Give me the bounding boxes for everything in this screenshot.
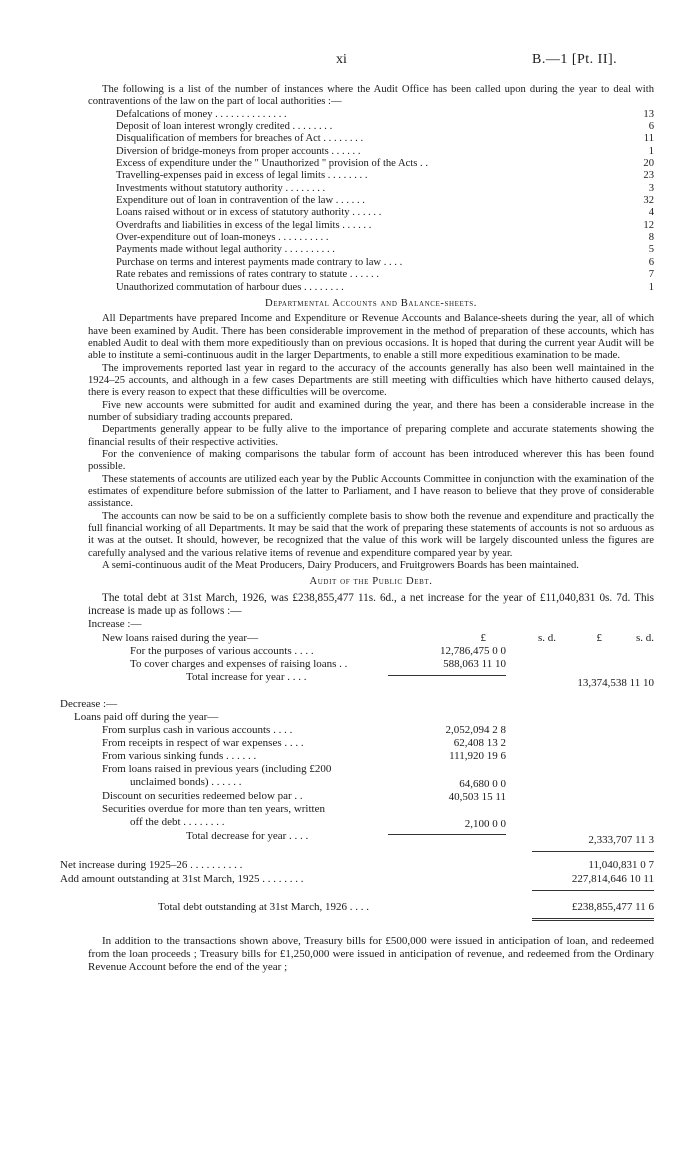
- decrease-heading: Decrease :—: [60, 697, 118, 710]
- decrease-item-label: unclaimed bonds) . . . . . .: [130, 775, 242, 788]
- body-paragraph: All Departments have prepared Income and Expenditure or Revenue Accounts and Balance-sheets during the year, all of which have been examined by Audit. There has been considerable improvement in the method of preparation of these accounts, which has enabled Audit to deal with them more expeditiously than on previous occasions. It is hoped that during the current year Audit will be able to institute a semi-continuous audit in the larger Departments, to enable a still more expeditious examination to be made.: [88, 313, 654, 362]
- double-rule: [532, 918, 654, 921]
- debt-statement: [60, 617, 654, 935]
- body-paragraph: The improvements reported last year in regard to the accuracy of the accounts generally has also been well maintained in the 1924–25 accounts, and although in a few cases Departments are still meeting with difficulties which have hitherto caused delays, there is every reason to expect that these difficulties will be overcome.: [88, 362, 654, 399]
- list-item: Purchase on terms and interest payments made contrary to law . . . . 6: [116, 256, 654, 268]
- main-column: [60, 84, 654, 974]
- closing-paragraph: In addition to the transactions shown above, Treasury bills for £500,000 were issued in anticipation of loan, and redeemed from the loan proceeds ; Treasury bills for £1,250,000 were issued in anticipation of revenue, and redeemed from the Ordinary Revenue Account before the end of the year ;: [88, 934, 654, 973]
- body-paragraph: A semi-continuous audit of the Meat Producers, Dairy Producers, and Fruitgrowers Boards has been maintained.: [102, 560, 579, 572]
- increase-item-label: To cover charges and expenses of raising loans . .: [130, 657, 348, 670]
- body-paragraph: These statements of accounts are utilized each year by the Public Accounts Committee in conjunction with the examination of the estimates of expenditure before submission of the latter to Parliament, and I have reason to believe that they prove of considerable assistance.: [88, 473, 654, 510]
- list-item: Overdrafts and liabilities in excess of the legal limits . . . . . . 12: [116, 219, 654, 231]
- list-item: Disqualification of members for breaches of Act . . . . . . . . 11: [116, 133, 654, 145]
- body-paragraph: Five new accounts were submitted for audit and examined during the year, and there has been a considerable increase in the number of subsidiary trading accounts prepared.: [88, 399, 654, 423]
- column-header-sd: s. d.: [635, 631, 654, 644]
- decrease-item-label: From surplus cash in various accounts . . . .: [102, 723, 293, 736]
- add-outstanding-value: 227,814,646 10 11: [571, 872, 654, 885]
- decrease-item-label: From receipts in respect of war expenses . . . .: [102, 736, 304, 749]
- decrease-item-value: 2,100 0 0: [464, 817, 506, 830]
- document-reference: B.—1 [Pt. II].: [532, 52, 618, 67]
- increase-heading: Increase :—: [88, 617, 142, 630]
- decrease-total-value: 2,333,707 11 3: [588, 833, 654, 846]
- list-item: Investments without statutory authority . . . . . . . . 3: [116, 182, 654, 194]
- decrease-total-label: Total decrease for year . . . .: [186, 829, 309, 842]
- column-header-pounds: £: [480, 631, 486, 644]
- list-item: Diversion of bridge-moneys from proper accounts . . . . . . 1: [116, 145, 654, 157]
- column-header-pounds: £: [596, 631, 602, 644]
- increase-total-value: 13,374,538 11 10: [577, 676, 654, 689]
- column-header-sd: s. d.: [537, 631, 556, 644]
- decrease-item-value: 40,503 15 11: [448, 790, 506, 803]
- decrease-item-value: 2,052,094 2 8: [445, 723, 506, 736]
- list-item: Over-expenditure out of loan-moneys . . . . . . . . . . 8: [116, 232, 654, 244]
- increase-item-label: For the purposes of various accounts . . . .: [130, 644, 314, 657]
- contraventions-list: [116, 109, 654, 294]
- intro-paragraph: The following is a list of the number of instances where the Audit Office has been called upon during the year to deal with contraventions of the law on the part of local authorities :—: [88, 84, 654, 108]
- add-outstanding-label: Add amount outstanding at 31st March, 1925 . . . . . . . .: [60, 872, 304, 885]
- list-item: Expenditure out of loan in contravention of the law . . . . . . 32: [116, 195, 654, 207]
- debt-intro-paragraph: The total debt at 31st March, 1926, was £238,855,477 11s. 6d., a net increase for the year of £11,040,831 0s. 7d. This increase is made up as follows :—: [88, 591, 654, 617]
- decrease-item-label: off the debt . . . . . . . .: [130, 815, 225, 828]
- increase-item-value: 588,063 11 10: [443, 657, 506, 670]
- decrease-item-label: Discount on securities redeemed below par . .: [102, 789, 303, 802]
- subtotal-rule: [388, 834, 506, 835]
- list-item: Unauthorized commutation of harbour dues . . . . . . . . 1: [116, 281, 654, 293]
- list-item: Loans raised without or in excess of statutory authority . . . . . . 4: [116, 207, 654, 219]
- body-paragraph: Departments generally appear to be fully alive to the importance of preparing complete and accurate statements showing the financial results of their respective activities.: [88, 424, 654, 448]
- section-heading-public-debt: Audit of the Public Debt.: [309, 576, 433, 588]
- list-item: Payments made without legal authority . . . . . . . . . . 5: [116, 244, 654, 256]
- grand-total-value: £238,855,477 11 6: [571, 900, 654, 913]
- section-heading-departmental: Departmental Accounts and Balance-sheets.: [264, 297, 478, 309]
- list-item: Defalcations of money . . . . . . . . . . . . . . 13: [116, 108, 654, 120]
- decrease-item-value: 62,408 13 2: [453, 736, 506, 749]
- grand-total-label: Total debt outstanding at 31st March, 1926 . . . .: [158, 900, 369, 913]
- decrease-item-value: 111,920 19 6: [449, 749, 506, 762]
- increase-total-label: Total increase for year . . . .: [186, 670, 307, 683]
- decrease-item-value: 64,680 0 0: [459, 777, 506, 790]
- page-number: xi: [336, 52, 347, 67]
- subtotal-rule: [388, 675, 506, 676]
- new-loans-heading: New loans raised during the year—: [102, 631, 259, 644]
- list-item: Excess of expenditure under the " Unauthorized " provision of the Acts . . 20: [116, 158, 654, 170]
- decrease-item-label: Securities overdue for more than ten years, written: [102, 802, 325, 815]
- body-paragraph: The accounts can now be said to be on a sufficiently complete basis to show both the revenue and expenditure and practically the full financial working of all Departments. It may be said that the work of preparing these statements of accounts is not so arduous as it was at the outset. It should, however, be recognized that the value of this work will be largely discounted unless the figures are carefully analysed and the various relative items of revenue and expenditure compared year by year.: [88, 510, 654, 559]
- total-rule: [532, 890, 654, 891]
- list-item: Travelling-expenses paid in excess of legal limits . . . . . . . . 23: [116, 170, 654, 182]
- net-increase-label: Net increase during 1925–26 . . . . . . . . . .: [60, 858, 243, 871]
- list-item: Rate rebates and remissions of rates contrary to statute . . . . . . 7: [116, 269, 654, 281]
- list-item: Deposit of loan interest wrongly credited . . . . . . . . 6: [116, 121, 654, 133]
- increase-item-value: 12,786,475 0 0: [440, 644, 506, 657]
- decrease-item-label: From various sinking funds . . . . . .: [102, 749, 257, 762]
- total-rule: [532, 851, 654, 852]
- net-increase-value: 11,040,831 0 7: [588, 858, 654, 871]
- decrease-item-label: From loans raised in previous years (including £200: [102, 762, 332, 775]
- body-paragraph: For the convenience of making comparisons the tabular form of account has been introduced wherever this has been found possible.: [88, 448, 654, 473]
- loans-paid-heading: Loans paid off during the year—: [74, 710, 219, 723]
